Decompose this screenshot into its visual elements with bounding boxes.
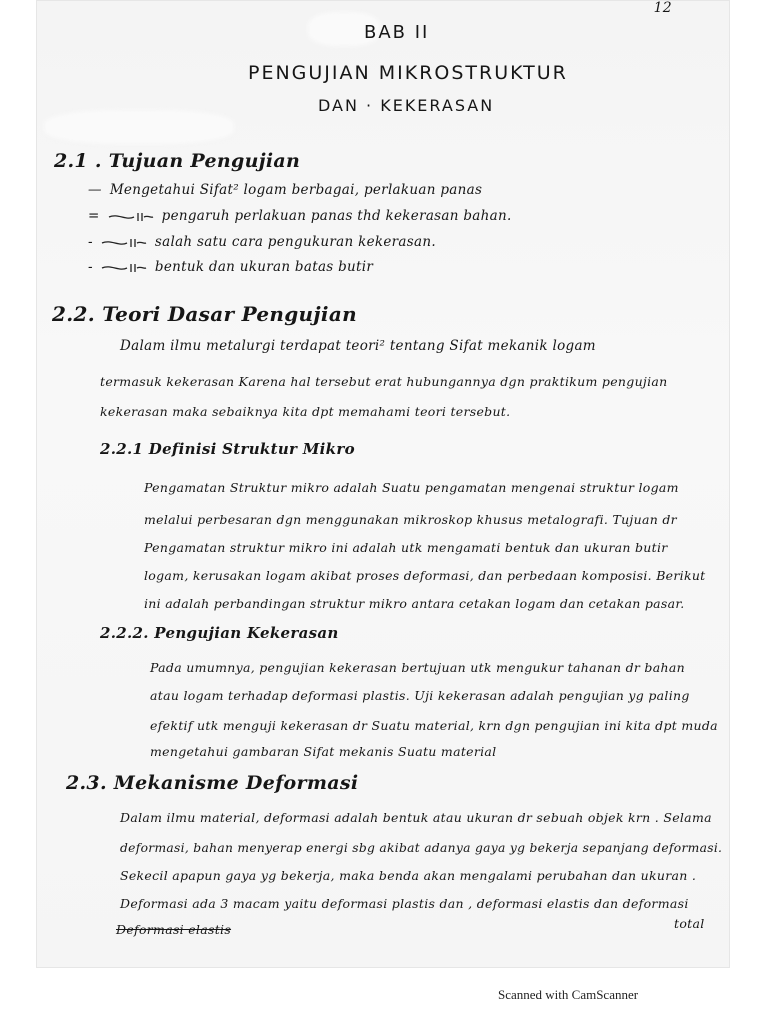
text-line: termasuk kekerasan Karena hal tersebut erat hubungannya dgn praktikum pengujian <box>100 374 668 389</box>
text-line: mengetahui gambaran Sifat mekanis Suatu material <box>150 744 497 759</box>
ditto-mark <box>101 263 147 273</box>
chapter-subtitle: DAN · KEKERASAN <box>318 96 495 115</box>
text-line: efektif utk menguji kekerasan dr Suatu material, krn dgn pengujian ini kita dpt muda <box>150 718 718 733</box>
text-line: deformasi, bahan menyerap energi sbg akibat adanya gaya yg bekerja sepanjang deformasi. <box>120 840 723 855</box>
text-line: total <box>674 916 705 931</box>
text-line: Deformasi ada 3 macam yaitu deformasi plastis dan , deformasi elastis dan deformasi <box>120 896 689 911</box>
text-line: Dalam ilmu metalurgi terdapat teori² tentang Sifat mekanik logam <box>120 338 596 354</box>
section-heading-2-1: 2.1 . Tujuan Pengujian <box>54 150 301 172</box>
section-heading-2-2-2: 2.2.2. Pengujian Kekerasan <box>100 624 339 642</box>
text-line: kekerasan maka sebaiknya kita dpt memahami teori tersebut. <box>100 404 511 419</box>
section-heading-2-3: 2.3. Mekanisme Deformasi <box>66 772 359 794</box>
text-line: melalui perbesaran dgn menggunakan mikroskop khusus metalografi. Tujuan dr <box>144 512 677 527</box>
page-number: 12 <box>653 0 672 16</box>
scanned-page <box>36 0 730 968</box>
ditto-mark <box>108 212 154 222</box>
text-line: Pada umumnya, pengujian kekerasan bertujuan utk mengukur tahanan dr bahan <box>150 660 685 675</box>
dash-mark: - <box>88 259 93 275</box>
struck-text: Deformasi elastis <box>116 922 232 937</box>
ditto-mark <box>101 238 147 248</box>
section-heading-2-2: 2.2. Teori Dasar Pengujian <box>52 302 357 326</box>
dash-mark: — <box>88 182 102 198</box>
list-item: = pengaruh perlakuan panas thd kekerasan bahan. <box>88 208 512 224</box>
text-line: Dalam ilmu material, deformasi adalah bentuk atau ukuran dr sebuah objek krn . Selama <box>120 810 712 825</box>
text-line: Sekecil apapun gaya yg bekerja, maka benda akan mengalami perubahan dan ukuran . <box>120 868 697 883</box>
text-line: Pengamatan struktur mikro ini adalah utk mengamati bentuk dan ukuran butir <box>144 540 668 555</box>
smudge <box>44 110 234 144</box>
equal-mark: = <box>88 208 100 224</box>
list-item: — Mengetahui Sifat² logam berbagai, perlakuan panas <box>88 182 483 198</box>
text-line: ini adalah perbandingan struktur mikro antara cetakan logam dan cetakan pasar. <box>144 596 685 611</box>
text-line: Pengamatan Struktur mikro adalah Suatu pengamatan mengenai struktur logam <box>144 480 679 495</box>
list-item: - salah satu cara pengukuran kekerasan. <box>88 234 436 250</box>
dash-mark: - <box>88 234 93 250</box>
chapter-label: BAB II <box>364 22 430 43</box>
chapter-title: PENGUJIAN MIKROSTRUKTUR <box>248 62 568 84</box>
text-line: atau logam terhadap deformasi plastis. Uji kekerasan adalah pengujian yg paling <box>150 688 690 703</box>
section-heading-2-2-1: 2.2.1 Definisi Struktur Mikro <box>100 440 355 458</box>
list-item: - bentuk dan ukuran batas butir <box>88 259 374 275</box>
text-line: logam, kerusakan logam akibat proses deformasi, dan perbedaan komposisi. Berikut <box>144 568 706 583</box>
scanner-watermark: Scanned with CamScanner <box>498 987 639 1002</box>
